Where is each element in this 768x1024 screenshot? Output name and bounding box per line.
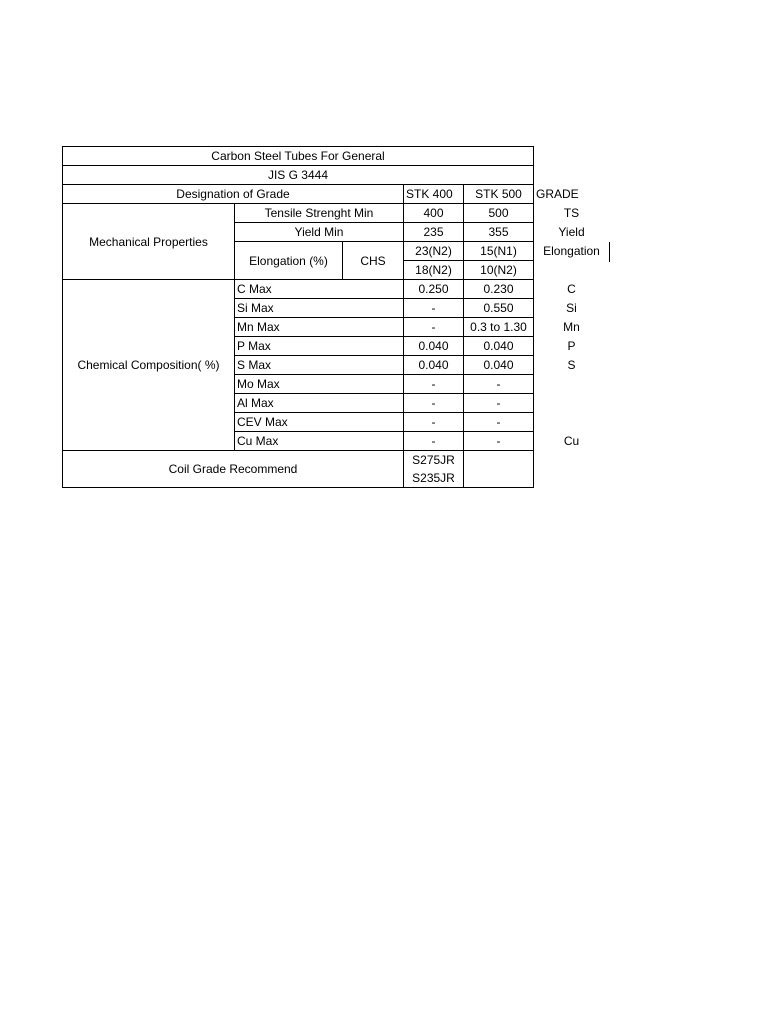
side-elongation: Elongation: [543, 244, 600, 258]
chem-stk400: -: [404, 413, 464, 432]
chem-stk400: -: [404, 299, 464, 318]
steel-spec-table: [62, 146, 610, 488]
chem-stk400: -: [404, 375, 464, 394]
chem-stk400: -: [404, 394, 464, 413]
chem-side: P: [567, 339, 576, 353]
yield-label: Yield Min: [235, 223, 404, 242]
elongation-label: Elongation (%): [235, 242, 343, 280]
coil-grades: [404, 451, 464, 488]
chem-side: S: [567, 358, 576, 372]
chem-label: Mn Max: [235, 318, 404, 337]
elongation-stk400-1: 23(N2): [404, 242, 464, 261]
grade-stk400: STK 400: [404, 185, 464, 204]
side-ts: TS: [563, 206, 580, 220]
chem-label: Si Max: [235, 299, 404, 318]
table-title: Carbon Steel Tubes For General: [63, 147, 534, 166]
chem-stk400: 0.250: [404, 280, 464, 299]
standard-row: [63, 166, 610, 185]
elongation-stk500-2: 10(N2): [464, 261, 534, 280]
mechanical-properties-label: Mechanical Properties: [63, 204, 235, 280]
text-cursor: [609, 242, 610, 262]
chem-row: [63, 280, 610, 299]
chem-stk500: -: [464, 432, 534, 451]
coil-grade-label: Coil Grade Recommend: [63, 451, 404, 488]
chem-stk500: 0.040: [464, 337, 534, 356]
chem-label: P Max: [235, 337, 404, 356]
grade-stk500: STK 500: [464, 185, 534, 204]
tensile-row: [63, 204, 610, 223]
tensile-stk500: 500: [464, 204, 534, 223]
chem-side: Mn: [563, 320, 580, 334]
chem-side: Cu: [563, 434, 580, 448]
elongation-stk500-1: 15(N1): [464, 242, 534, 261]
chem-stk500: -: [464, 375, 534, 394]
chem-label: C Max: [235, 280, 404, 299]
title-row: [63, 147, 610, 166]
tensile-stk400: 400: [404, 204, 464, 223]
side-yield: Yield: [558, 225, 585, 239]
chem-label: CEV Max: [235, 413, 404, 432]
chem-stk400: -: [404, 432, 464, 451]
elongation-chs: CHS: [343, 242, 404, 280]
chem-label: S Max: [235, 356, 404, 375]
coil-row: [63, 451, 610, 488]
chem-stk500: -: [464, 413, 534, 432]
chem-label: Cu Max: [235, 432, 404, 451]
chem-label: Mo Max: [235, 375, 404, 394]
chem-label: Al Max: [235, 394, 404, 413]
chem-stk500: -: [464, 394, 534, 413]
coil-grade-1: S275JR: [412, 453, 455, 467]
chem-stk400: 0.040: [404, 337, 464, 356]
chem-side: [534, 394, 610, 413]
chem-stk500: 0.550: [464, 299, 534, 318]
coil-grade-2: S235JR: [412, 471, 455, 485]
chem-stk400: 0.040: [404, 356, 464, 375]
chemical-composition-label: Chemical Composition( %): [63, 280, 235, 451]
chem-stk500: 0.3 to 1.30: [464, 318, 534, 337]
chem-side: C: [567, 282, 576, 296]
yield-stk400: 235: [404, 223, 464, 242]
chem-side: [534, 413, 610, 432]
coil-empty-cell: [464, 451, 534, 488]
designation-label: Designation of Grade: [63, 185, 404, 204]
standard-label: JIS G 3444: [63, 166, 534, 185]
chem-stk400: -: [404, 318, 464, 337]
tensile-label: Tensile Strenght Min: [235, 204, 404, 223]
elongation-stk400-2: 18(N2): [404, 261, 464, 280]
designation-row: [63, 185, 610, 204]
yield-stk500: 355: [464, 223, 534, 242]
chem-side: [534, 375, 610, 394]
side-grade: GRADE: [536, 187, 579, 201]
chem-stk500: 0.230: [464, 280, 534, 299]
chem-side: Si: [566, 301, 577, 315]
chem-stk500: 0.040: [464, 356, 534, 375]
